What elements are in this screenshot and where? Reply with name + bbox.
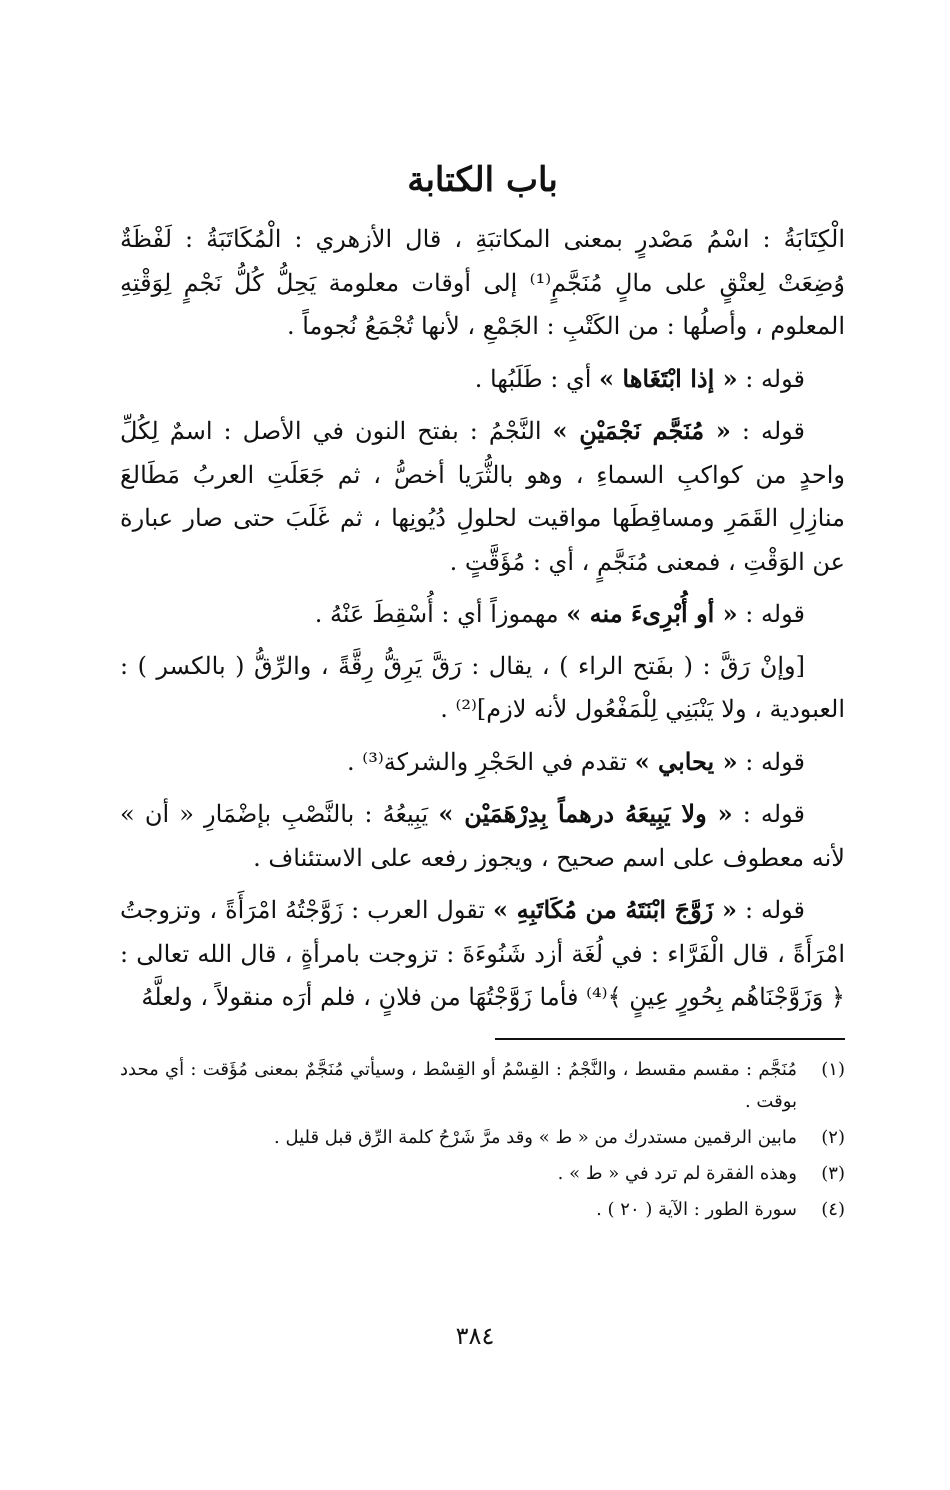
footnote-number: (٣) xyxy=(821,1162,845,1184)
paragraph-text: النَّجْمُ : بفتح النون في الأصل : اسمٌ لِكُلِّ واحدٍ من كواكبِ السماءِ ، وهو بالثُّرَيا أخصُّ ، ثم جَعَلَتِ العربُ مَطَالعَ منازِلِ القَمَرِ ومساقِطَها مواقيت لحلولِ دُيُونِها ، ثم غَلَبَ حتى صار عبارة عن الوَقْتِ ، فمعنى مُنَجَّمٍ ، أي : مُؤَقَّتٍ . xyxy=(120,417,845,576)
paragraph-text: أي : طَلَبُها . xyxy=(474,364,600,393)
paragraph-keyword: « مُنَجَّم نَجْمَيْنِ » xyxy=(552,416,731,445)
paragraph-prefix: قوله : xyxy=(737,896,806,924)
footnote-4 xyxy=(120,1194,845,1226)
page-number: ٣٨٤ xyxy=(455,1322,495,1350)
paragraph-keyword: « إذا ابْتَغَاها » xyxy=(599,363,738,393)
paragraph-2 xyxy=(120,357,845,402)
footnote-number: (٤) xyxy=(821,1198,845,1220)
paragraph-prefix: قوله : xyxy=(732,800,805,828)
paragraph-prefix: قوله : xyxy=(737,600,805,628)
footnote-number: (٢) xyxy=(821,1126,845,1148)
paragraph-keyword: « يحابي » xyxy=(634,746,738,776)
paragraph-5 xyxy=(120,645,845,732)
paragraph-1 xyxy=(120,218,845,349)
paragraph-7 xyxy=(120,792,845,880)
paragraph-keyword: « ولا يَبِيعَهُ درهماً بِدِرْهَمَيْن » xyxy=(438,799,733,828)
footnote-separator xyxy=(495,1038,845,1040)
paragraph-text: تقدم في الحَجْرِ والشركة⁽³⁾ . xyxy=(347,747,635,776)
paragraph-text: مهموزاً أي : أُسْقِطَ عَنْهُ . xyxy=(314,600,567,628)
paragraph-text: [وإنْ رَقَّ : ( بفَتح الراء ) ، يقال : رَقَّ يَرِقُّ رِقَّةً ، والرِّقُّ ( بالكسر ) : العبودية ، ولا يَنْبَنِي لِلْمَفْعُول لأنه لازم]⁽²⁾ . xyxy=(120,651,845,723)
paragraph-text: الْكِتَابَةُ : اسْمُ مَصْدرٍ بمعنى المكاتبَةِ ، قال الأزهري : الْمُكَاتَبَةُ : لَفْظَةٌ وُضِعَتْ لِعتْقٍ على مالٍ مُنَجَّمٍ⁽¹⁾ إلى أوقات معلومة يَحِلُّ كُلُّ نَجْمٍ لِوَقْتِهِ المعلوم ، وأصلُها : من الكَتْبِ : الجَمْعِ ، لأنها تُجْمَعُ نُجوماً . xyxy=(120,225,846,340)
paragraph-prefix: قوله : xyxy=(737,364,805,393)
footnote-text: مُنَجَّم : مقسم مقسط ، والنَّجْمُ : القِسْمُ أو القِسْط ، وسيأتي مُنَجَّمٌ بمعنى مُؤَقت : أي محدد بوقت . xyxy=(120,1058,797,1112)
document-page xyxy=(120,160,845,1230)
footnote-3 xyxy=(120,1158,845,1190)
footnote-1 xyxy=(120,1054,845,1118)
paragraph-keyword: « أو أُبْرِىءَ منه » xyxy=(566,599,738,628)
footnote-text: سورة الطور : الآية ( ٢٠ ) . xyxy=(596,1198,797,1220)
paragraph-prefix: قوله : xyxy=(730,417,805,445)
paragraph-3 xyxy=(120,409,845,584)
paragraph-4 xyxy=(120,592,845,637)
paragraph-text: تقول العرب : زَوَّجْتُهُ امْرَأَةً ، وتزوجتُ امْرَأَةً ، قال الْفَرَّاء : في لُغَة أزد شَنُوءَةَ : تزوجت بامرأةٍ ، قال الله تعالى : ﴿ وَزَوَّجْنَاهُم بِحُورٍ عِينٍ ﴾⁽⁴⁾ فأما زَوَّجْتُهَا من فلانٍ ، فلم أرَه منقولاً ، ولعلَّهُ xyxy=(120,896,845,1011)
footnote-2 xyxy=(120,1122,845,1154)
paragraph-keyword: « زَوَّجَ ابْنَتَهُ من مُكَاتَبِهِ » xyxy=(493,895,738,924)
footnote-number: (١) xyxy=(821,1058,845,1080)
paragraph-6 xyxy=(120,740,845,785)
footnote-text: وهذه الفقرة لم ترد في « ط » . xyxy=(557,1162,797,1184)
paragraph-text: يَبِيعُهُ : بالنَّصْبِ بإضْمَارِ « أن » لأنه معطوف على اسم صحيح ، ويجوز رفعه على الاستئناف . xyxy=(120,800,845,872)
chapter-title: باب الكتابة xyxy=(407,160,558,200)
paragraph-prefix: قوله : xyxy=(737,747,805,776)
footnote-text: مابين الرقمين مستدرك من « ط » وقد مرَّ شَرْحُ كلمة الرِّق قبل قليل . xyxy=(274,1126,797,1148)
paragraph-8 xyxy=(120,888,845,1020)
